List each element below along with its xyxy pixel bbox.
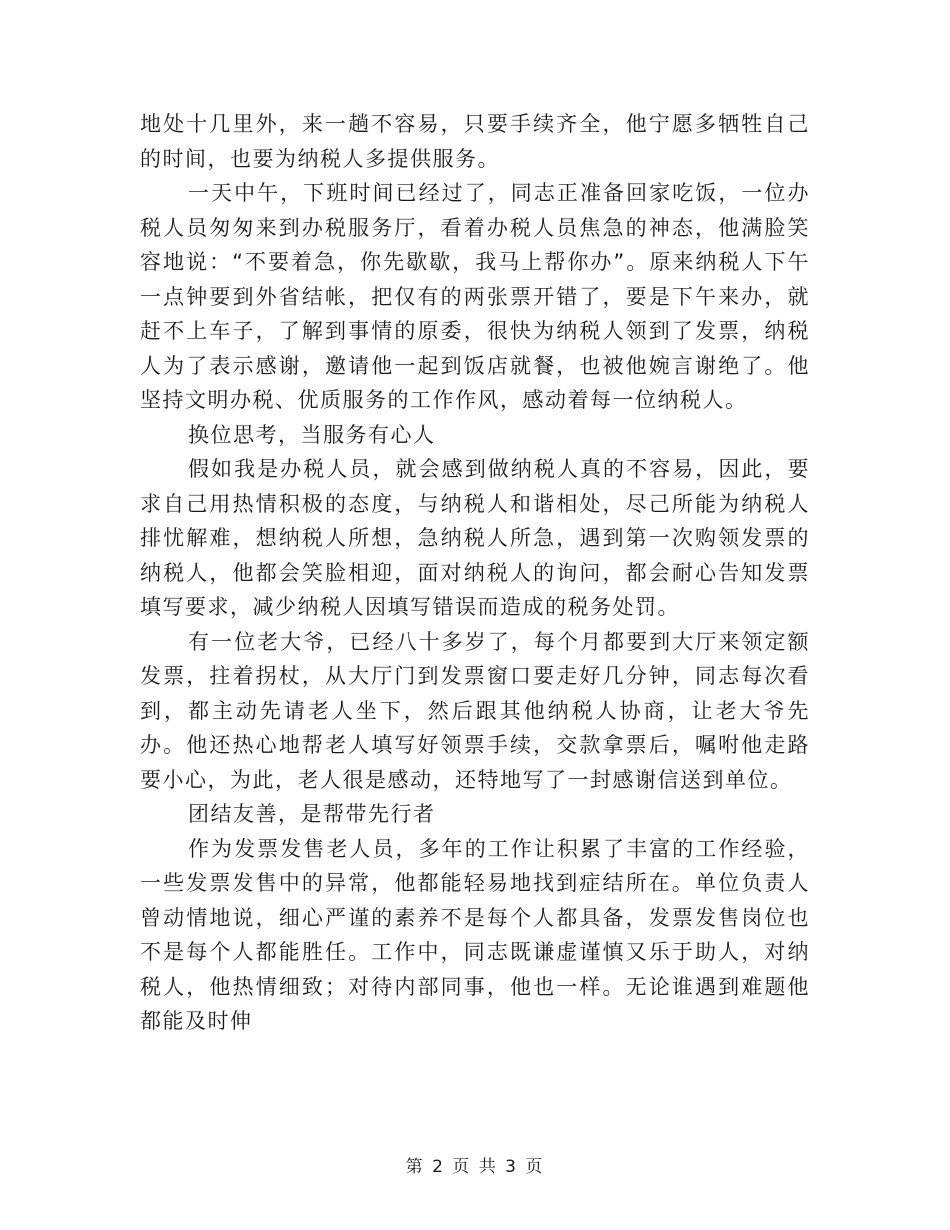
paragraph-experience: 作为发票发售老人员，多年的工作让积累了丰富的工作经验，一些发票发售中的异常，他都能轻易地找到症结所在。单位负责人曾动情地说，细心严谨的素养不是每个人都具备，发票发售岗位也不是每个人都能胜任。工作中，同志既谦虚谨慎又乐于助人，对纳税人，他热情细致；对待内部同事，他也一样。无论谁遇到难题他都能及时伸: [140, 836, 810, 1033]
page-footer: 第 2 页 共 3 页: [405, 1157, 545, 1177]
section-heading-unity: 团结友善，是帮带先行者: [188, 802, 436, 826]
paragraph-continuation: 地处十几里外，来一趟不容易，只要手续齐全，他宁愿多牺牲自己的时间，也要为纳税人多提供服务。: [140, 112, 810, 171]
paragraph-elderly-story: 有一位老大爷，已经八十多岁了，每个月都要到大厅来领定额发票，拄着拐杖，从大厅门到发票窗口要走好几分钟，同志每次看到，都主动先请老人坐下，然后跟其他纳税人协商，让老大爷先办。他还热心地帮老人填写好领票手续，交款拿票后，嘱咐他走路要小心，为此，老人很是感动，还特地写了一封感谢信送到单位。: [140, 629, 810, 792]
document-body: [140, 107, 810, 1039]
section-heading-perspective: 换位思考，当服务有心人: [188, 422, 436, 447]
paragraph-perspective: 假如我是办税人员，就会感到做纳税人真的不容易，因此，要求自己用热情积极的态度，与纳税人和谐相处，尽己所能为纳税人排忧解难，想纳税人所想，急纳税人所急，遇到第一次购领发票的纳税人，他都会笑脸相迎，面对纳税人的询问，都会耐心告知发票填写要求，减少纳税人因填写错误而造成的税务处罚。: [140, 457, 810, 619]
paragraph-lunch-story: 一天中午，下班时间已经过了，同志正准备回家吃饭，一位办税人员匆匆来到办税服务厅，看着办税人员焦急的神态，他满脸笑容地说：“不要着急，你先歇歇，我马上帮你办”。原来纳税人下午一点钟要到外省结帐，把仅有的两张票开错了，要是下午来办，就赶不上车子，了解到事情的原委，很快为纳税人领到了发票，纳税人为了表示感谢，邀请他一起到饭店就餐，也被他婉言谢绝了。他坚持文明办税、优质服务的工作作风，感动着每一位纳税人。: [140, 181, 810, 412]
